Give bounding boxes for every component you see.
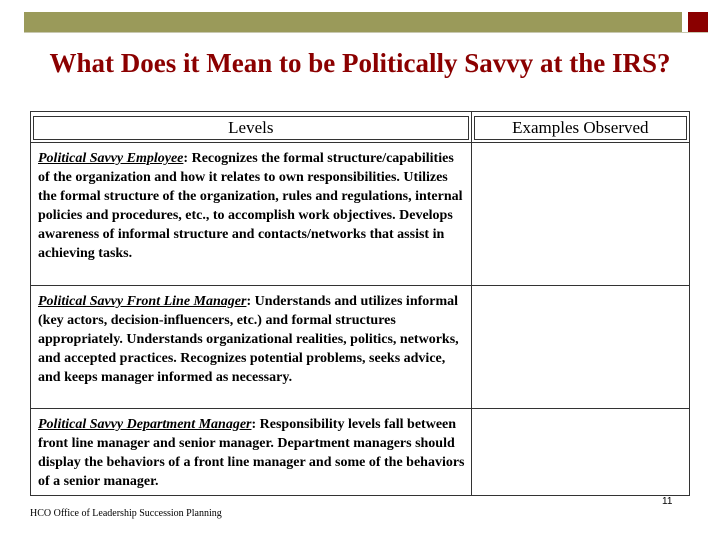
table-header-row	[31, 112, 690, 143]
competency-table	[30, 111, 690, 496]
title-divider	[24, 32, 708, 33]
table-row	[31, 143, 690, 286]
slide-title: What Does it Mean to be Politically Savvy at the IRS?	[49, 48, 671, 78]
role-title-department-manager: Political Savvy Department Manager	[38, 417, 252, 432]
role-title-front-line-manager: Political Savvy Front Line Manager	[38, 294, 247, 309]
table-row	[31, 286, 690, 409]
role-description-department-manager: Responsibility levels fall between front line manager and senior manager. Department managers should display the behaviors of a front line manager and some of the behaviors of a senior manager.	[38, 417, 465, 489]
role-description-front-line-manager: Understands and utilizes informal (key actors, decision-influencers, etc.) and formal structures appropriately. Understands organizational realities, politics, networks, and accepted practices. Recognizes potential problems, seeks advice, and keeps manager informed as necessary.	[38, 294, 459, 385]
role-separator: :	[251, 417, 257, 432]
role-separator: :	[246, 294, 252, 309]
table-row	[31, 409, 690, 496]
role-separator: :	[183, 151, 189, 166]
examples-cell-front-line-manager[interactable]	[471, 286, 689, 409]
examples-column-header	[471, 112, 689, 143]
level-cell-department-manager	[31, 409, 472, 496]
footer-office-name: HCO Office of Leadership Succession Planning	[30, 508, 222, 519]
level-cell-front-line-manager	[31, 286, 472, 409]
levels-column-header	[31, 112, 472, 143]
top-accent-square	[688, 12, 708, 32]
role-title-employee: Political Savvy Employee	[38, 151, 184, 166]
page-number: 11	[662, 496, 673, 507]
role-description-employee: Recognizes the formal structure/capabilities of the organization and how it relates to own responsibilities. Utilizes the formal structure of the organization, rules and regulations, internal policies and procedures, etc., to accomplish work objectives. Develops awareness of informal structure and contacts/networks that assist in achieving tasks.	[38, 151, 463, 261]
examples-cell-employee[interactable]	[471, 143, 689, 286]
levels-header-label: Levels	[33, 116, 469, 140]
examples-header-label: Examples Observed	[474, 116, 687, 140]
examples-cell-department-manager[interactable]	[471, 409, 689, 496]
level-cell-employee	[31, 143, 472, 286]
top-accent-bar	[24, 12, 682, 32]
